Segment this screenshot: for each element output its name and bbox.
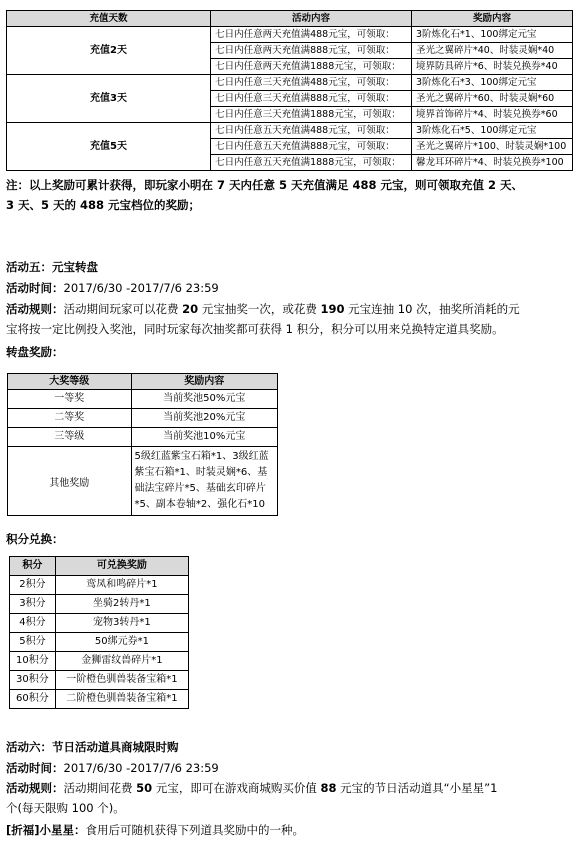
- reward-cell: 一阶橙色驯兽装备宝箱*1: [55, 671, 188, 690]
- time-label: 活动时间：: [6, 761, 64, 775]
- star-item-desc: [6, 821, 304, 840]
- table-row: [7, 123, 573, 139]
- header-reward: 可兑换奖励: [55, 557, 188, 576]
- activity6-rule-line-1: [6, 779, 497, 798]
- table-row: [7, 27, 573, 43]
- rule-label: 活动规则：: [6, 302, 64, 316]
- activity5-rule-line-1: [6, 300, 520, 319]
- reward-cell: [131, 447, 278, 516]
- rule-label: 活动规则：: [6, 781, 64, 795]
- table-header-row: [10, 557, 189, 576]
- reward-cell: 坐骑2转丹*1: [55, 595, 188, 614]
- time-value: 2017/6/30 -2017/7/6 23:59: [63, 761, 219, 775]
- table-row: [8, 447, 278, 516]
- table-row: [10, 595, 189, 614]
- recharge-days-cell: 充值3天: [7, 75, 211, 123]
- time-label: 活动时间：: [6, 281, 64, 295]
- rule-text: 活动期间花费: [63, 781, 137, 795]
- note-line-1: 注：以上奖励可累计获得，即玩家小明在 7 天内任意 5 天充值满足 488 元宝，则可领取充值 2 天、: [6, 178, 524, 192]
- rule-number: 88: [320, 781, 337, 795]
- reward-cell: 鸾凤和鸣碎片*1: [55, 576, 188, 595]
- reward-line: 础法宝碎片*5、基础玄印碎片: [134, 483, 266, 494]
- reward-cell: 宠物3转丹*1: [55, 614, 188, 633]
- activity-cell: 七日内任意三天充值满888元宝，可领取：: [211, 91, 412, 107]
- points-cell: 3积分: [10, 595, 56, 614]
- reward-cell: 3阶炼化石*3、100绑定元宝: [412, 75, 573, 91]
- reward-cell: 当前奖池50%元宝: [131, 390, 278, 409]
- reward-cell: 馨龙耳环碎片*4、时装兑换券*100: [412, 155, 573, 171]
- level-cell: 其他奖励: [8, 447, 132, 516]
- reward-cell: 金狮雷纹兽碎片*1: [55, 652, 188, 671]
- activity-cell: 七日内任意两天充值满1888元宝，可领取：: [211, 59, 412, 75]
- time-value: 2017/6/30 -2017/7/6 23:59: [63, 281, 219, 295]
- recharge-reward-table: [6, 10, 573, 171]
- reward-cell: 3阶炼化石*1、100绑定元宝: [412, 27, 573, 43]
- reward-cell: 圣光之翼碎片*40、时装灵娴*40: [412, 43, 573, 59]
- points-exchange-table: [9, 556, 189, 709]
- rule-number: 190: [320, 302, 345, 316]
- recharge-days-cell: 充值2天: [7, 27, 211, 75]
- activity6-time: [6, 759, 219, 778]
- rule-number: 50: [136, 781, 153, 795]
- header-points: 积分: [10, 557, 56, 576]
- reward-line: 5级红蓝紫宝石箱*1、3级红蓝: [134, 451, 269, 462]
- table-row: [10, 633, 189, 652]
- table-row: [10, 576, 189, 595]
- star-item-label: [折福]小星星：: [6, 823, 86, 837]
- table-row: [10, 690, 189, 709]
- activity-cell: 七日内任意两天充值满888元宝，可领取：: [211, 43, 412, 59]
- reward-cell: 3阶炼化石*5、100绑定元宝: [412, 123, 573, 139]
- reward-line: *5、副本卷轴*2、强化石*10: [134, 499, 265, 510]
- recharge-days-cell: 充值5天: [7, 123, 211, 171]
- activity-cell: 七日内任意三天充值满488元宝，可领取：: [211, 75, 412, 91]
- points-cell: 2积分: [10, 576, 56, 595]
- points-cell: 30积分: [10, 671, 56, 690]
- reward-cell: 50绑元券*1: [55, 633, 188, 652]
- table-row: [10, 671, 189, 690]
- table-header-row: [8, 374, 278, 390]
- reward-cell: 境界防具碎片*6、时装兑换券*40: [412, 59, 573, 75]
- header-reward: 奖励内容: [412, 11, 573, 27]
- activity5-time: [6, 279, 219, 298]
- activity5-rule-line-2: 宝将按一定比例投入奖池，同时玩家每次抽奖都可获得 1 积分，积分可以用来兑换特定道具奖励。: [6, 322, 504, 336]
- reward-line: 紫宝石箱*1、时装灵娴*6、基: [134, 467, 268, 478]
- activity6-title: 活动六：节日活动道具商城限时购: [6, 740, 179, 754]
- rule-text: 元宝抽奖一次，或花费: [198, 302, 321, 316]
- reward-cell: 当前奖池10%元宝: [131, 428, 278, 447]
- points-cell: 5积分: [10, 633, 56, 652]
- reward-cell: 当前奖池20%元宝: [131, 409, 278, 428]
- reward-cell: 境界首饰碎片*4、时装兑换券*60: [412, 107, 573, 123]
- level-cell: 一等奖: [8, 390, 132, 409]
- star-item-text: 食用后可随机获得下列道具奖励中的一种。: [85, 823, 305, 837]
- header-days: 充值天数: [7, 11, 211, 27]
- table-row: [10, 614, 189, 633]
- points-exchange-label: 积分兑换：: [6, 532, 64, 546]
- note-line-2: 3 天、5 天的 488 元宝档位的奖励；: [6, 198, 201, 212]
- activity-cell: 七日内任意五天充值满1888元宝，可领取：: [211, 155, 412, 171]
- rule-text: 元宝连抽 10 次，抽奖所消耗的元: [344, 302, 520, 316]
- rule-text: 元宝，即可在游戏商城购买价值: [152, 781, 321, 795]
- reward-cell: 二阶橙色驯兽装备宝箱*1: [55, 690, 188, 709]
- wheel-reward-label: 转盘奖励：: [6, 345, 64, 359]
- table-row: [8, 409, 278, 428]
- reward-cell: 圣光之翼碎片*100、时装灵娴*100: [412, 139, 573, 155]
- table-row: [7, 75, 573, 91]
- points-cell: 60积分: [10, 690, 56, 709]
- rule-text: 活动期间玩家可以花费: [63, 302, 183, 316]
- header-reward: 奖励内容: [131, 374, 278, 390]
- activity-cell: 七日内任意两天充值满488元宝，可领取：: [211, 27, 412, 43]
- activity5-title: 活动五：元宝转盘: [6, 260, 98, 274]
- level-cell: 三等级: [8, 428, 132, 447]
- level-cell: 二等奖: [8, 409, 132, 428]
- rule-number: 20: [182, 302, 199, 316]
- points-cell: 10积分: [10, 652, 56, 671]
- rule-text: 元宝的节日活动道具“小星星”1: [336, 781, 498, 795]
- activity6-rule-line-2: 个(每天限购 100 个)。: [6, 801, 125, 815]
- activity-cell: 七日内任意五天充值满488元宝，可领取：: [211, 123, 412, 139]
- header-level: 大奖等级: [8, 374, 132, 390]
- table-row: [8, 390, 278, 409]
- activity-cell: 七日内任意五天充值满888元宝，可领取：: [211, 139, 412, 155]
- reward-cell: 圣光之翼碎片*60、时装灵娴*60: [412, 91, 573, 107]
- table-row: [8, 428, 278, 447]
- header-activity: 活动内容: [211, 11, 412, 27]
- wheel-reward-table: [7, 373, 278, 516]
- points-cell: 4积分: [10, 614, 56, 633]
- table-row: [10, 652, 189, 671]
- table-header-row: [7, 11, 573, 27]
- activity-cell: 七日内任意三天充值满1888元宝，可领取：: [211, 107, 412, 123]
